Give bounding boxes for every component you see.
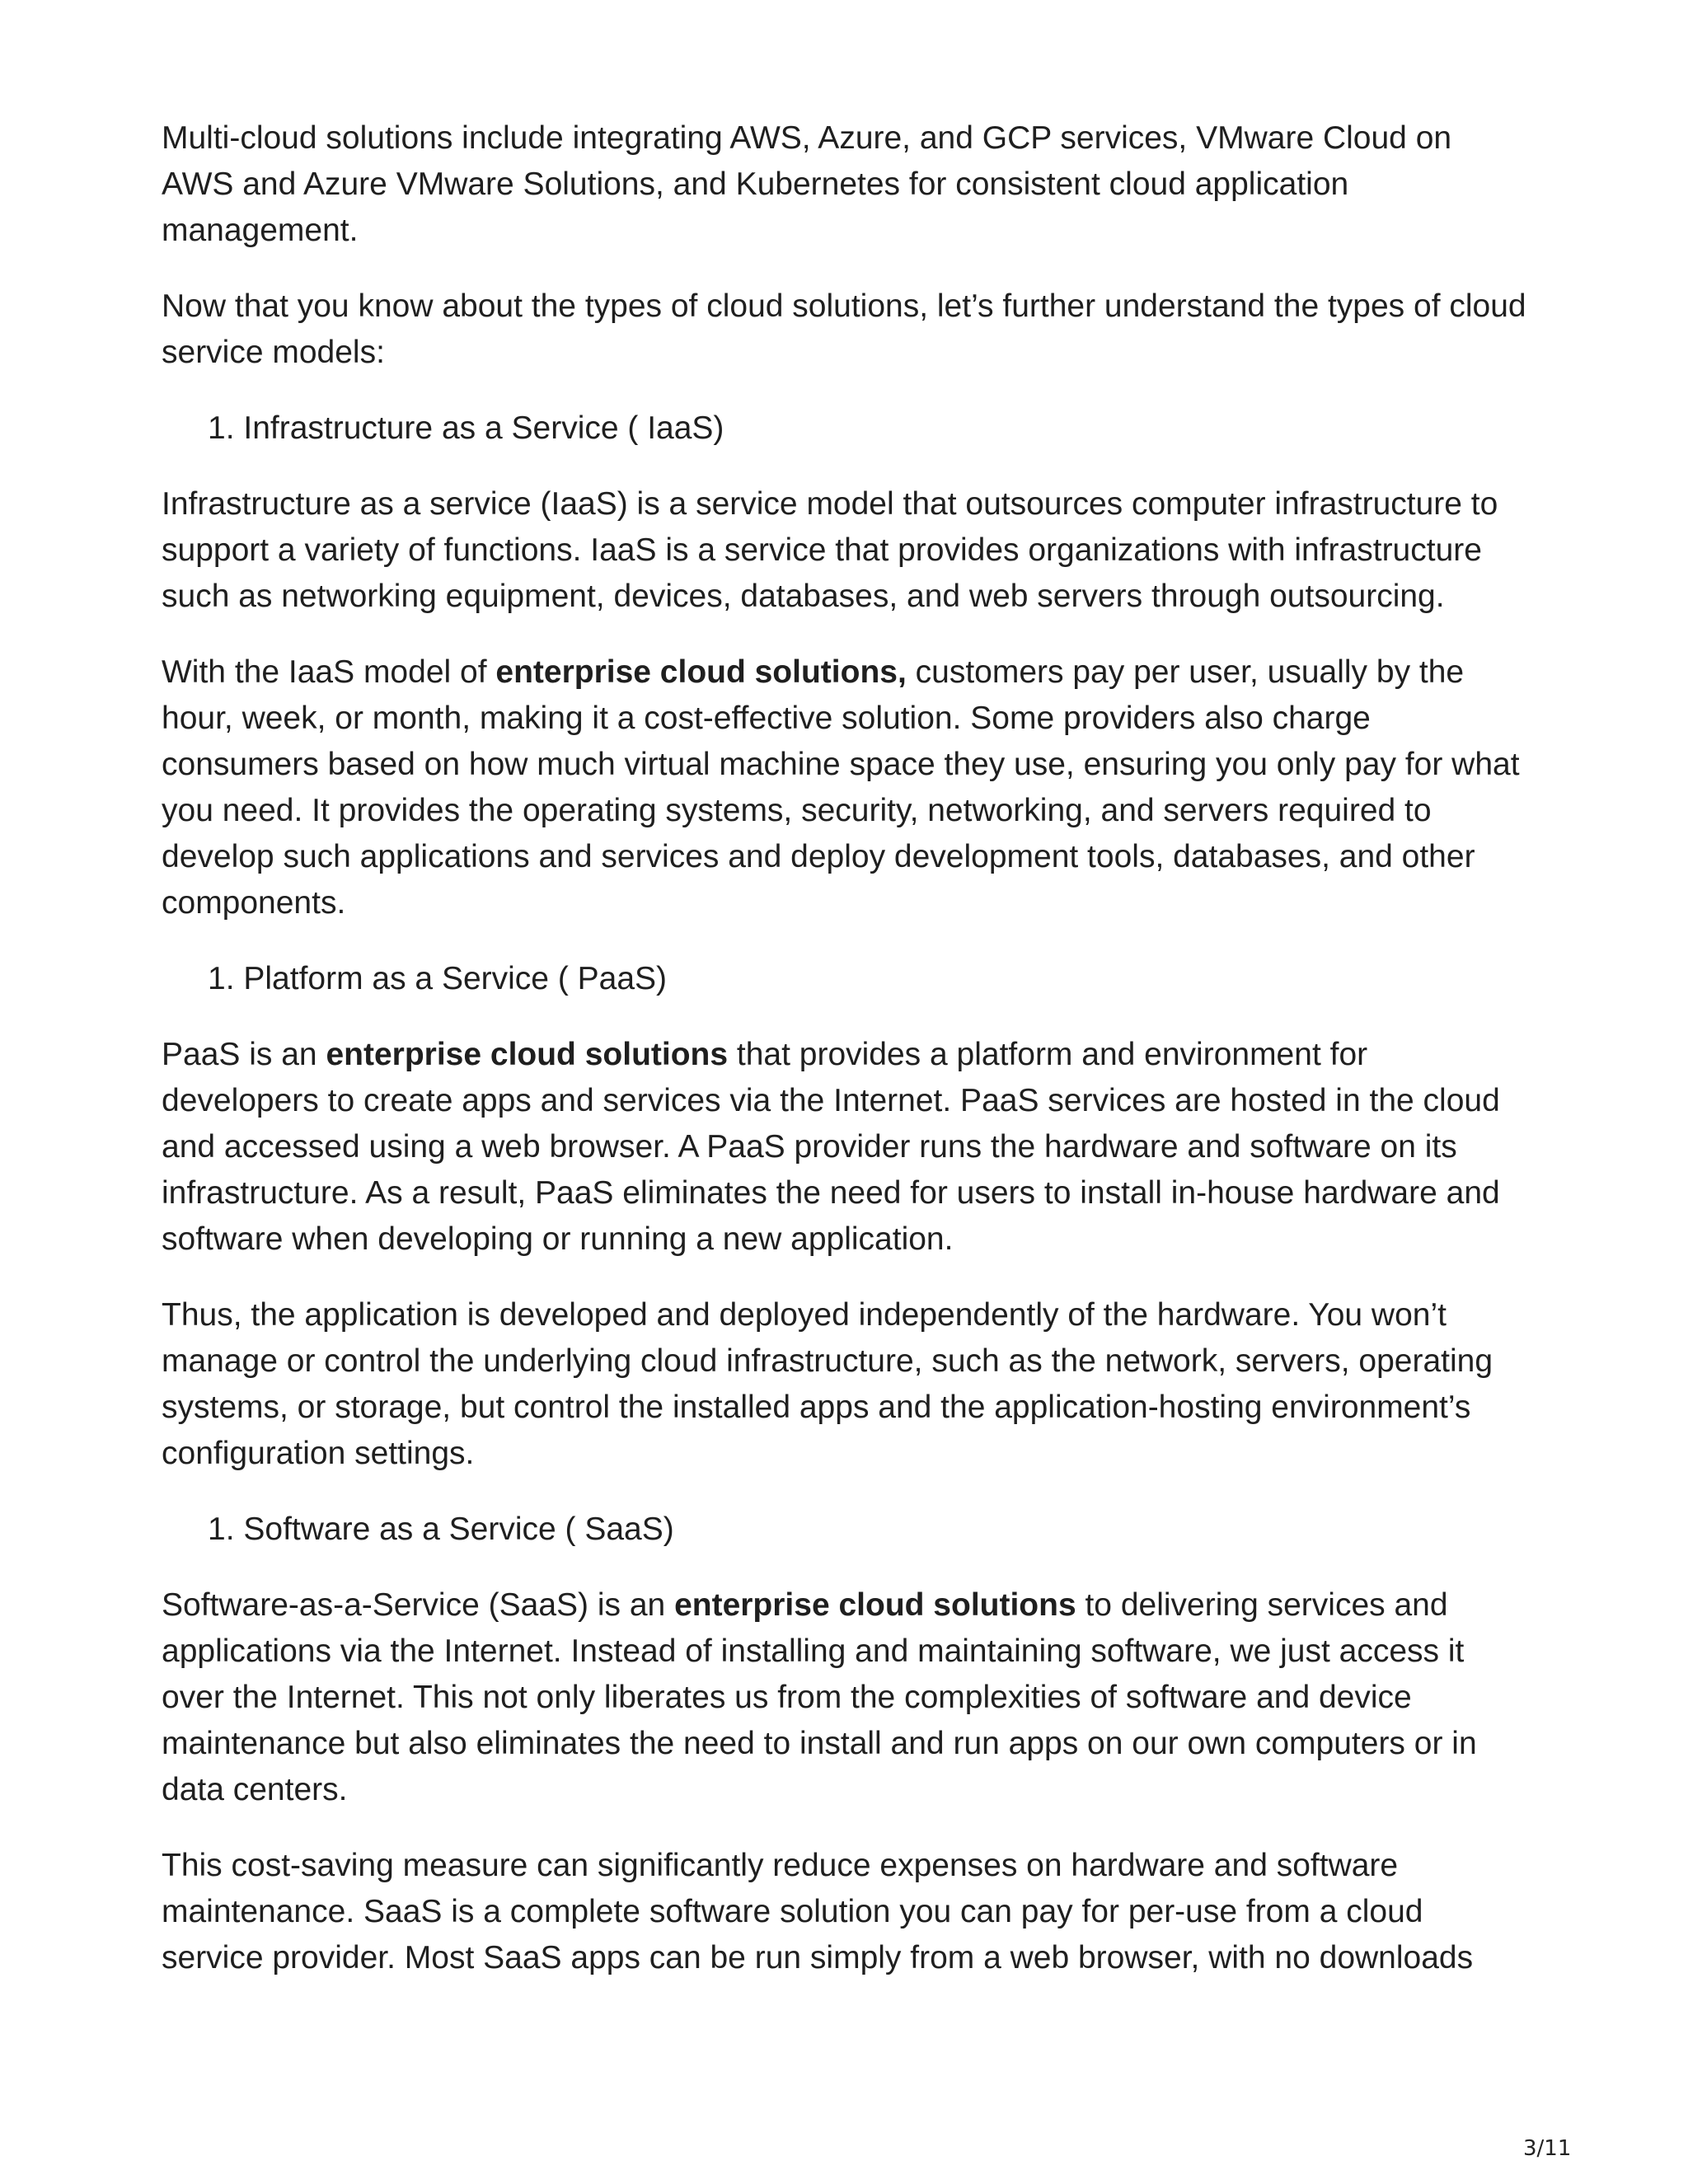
text-run: to delivering services and applications via the Internet. Instead of installing and maintaining software, we just access it over the Internet. This not only liberates us from the complexities of software and device maintenance but also eliminates the need to install and run apps on our own computers or in data centers. [162,1587,1477,1807]
bold-term: enterprise cloud solutions, [495,654,907,690]
paas-description-paragraph [162,1032,1530,1263]
bold-term: enterprise cloud solutions [326,1037,729,1072]
bold-term: enterprise cloud solutions [674,1587,1076,1623]
iaas-description-paragraph: Infrastructure as a service (IaaS) is a service model that outsources computer infrastructure to support a variety of functions. IaaS is a service that provides organizations with infrastructure such as networking equipment, devices, databases, and web servers through outsourcing. [162,486,1498,614]
list-item-paas: 1. Platform as a Service ( PaaS) [208,961,668,996]
text-run: customers pay per user, usually by the hour, week, or month, making it a cost-effective solution. Some providers also charge consumers based on how much virtual machine space they use, ensuring you only pay for what you need. It provides the operating systems, security, networking, and servers required to develop such applications and services and deploy development tools, databases, and other components. [162,654,1520,921]
saas-description-paragraph [162,1582,1530,1813]
multi-cloud-paragraph: Multi-cloud solutions include integrating AWS, Azure, and GCP services, VMware Cloud on AWS and Azure VMware Solutions, and Kubernetes for consistent cloud application management. [162,120,1452,248]
paas-thus-paragraph: Thus, the application is developed and deployed independently of the hardware. You won’t manage or control the underlying cloud infrastructure, such as the network, servers, operating systems, or storage, but control the installed apps and the application-hosting environment’s configuration settings. [162,1297,1493,1471]
list-item-iaas: 1. Infrastructure as a Service ( IaaS) [208,410,724,446]
saas-cost-paragraph: This cost-saving measure can significantly reduce expenses on hardware and software maintenance. SaaS is a complete software solution you can pay for per-use from a cloud service provider. Most SaaS apps can be run simply from a web browser, with no downloads [162,1848,1474,1975]
page-number: 3/11 [1523,2136,1572,2161]
text-run: PaaS is an [162,1037,326,1072]
list-item-saas: 1. Software as a Service ( SaaS) [208,1511,674,1547]
text-run: Software-as-a-Service (SaaS) is an [162,1587,675,1623]
intro-service-models-paragraph: Now that you know about the types of cloud solutions, let’s further understand the types of cloud service models: [162,288,1526,370]
document-body [162,115,1530,2011]
iaas-model-paragraph [162,649,1530,926]
text-run: that provides a platform and environment for developers to create apps and services via the Internet. PaaS services are hosted in the cloud and accessed using a web browser. A PaaS provider runs the hardware and software on its infrastructure. As a result, PaaS eliminates the need for users to install in-house hardware and software when developing or running a new application. [162,1037,1500,1257]
text-run: With the IaaS model of [162,654,496,690]
